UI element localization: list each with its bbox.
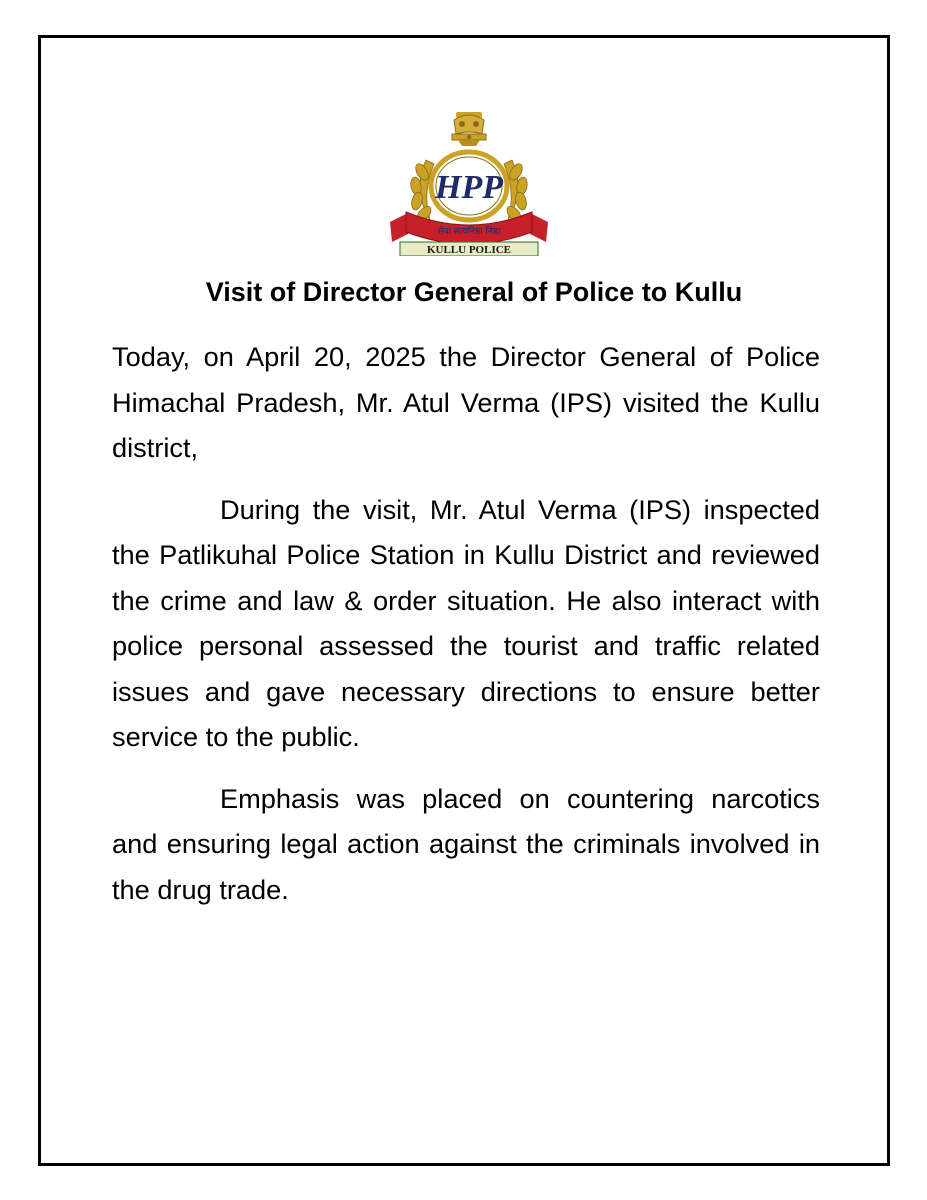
paragraph-visit-details: During the visit, Mr. Atul Verma (IPS) inspected the Patlikuhal Police Station in Kullu District and reviewed the crime and law & order situation. He also interact with police personal assessed the tourist and traffic related issues and gave necessary directions to ensure better service to the public. <box>112 493 820 752</box>
page-title: Visit of Director General of Police to Kullu <box>205 277 743 307</box>
kullu-police-logo <box>386 110 552 256</box>
logo-monogram: HPP <box>435 169 503 206</box>
document-body <box>112 334 820 928</box>
paragraph-narcotics: Emphasis was placed on countering narcotics and ensuring legal action against the criminals involved in the drug trade. <box>112 782 820 905</box>
motto-banner <box>390 212 548 244</box>
ashoka-emblem-icon <box>452 112 486 146</box>
logo-caption: KULLU POLICE <box>426 244 512 256</box>
police-emblem-icon <box>386 110 552 256</box>
paragraph-intro: Today, on April 20, 2025 the Director General of Police Himachal Pradesh, Mr. Atul Verma (IPS) visited the Kullu district, <box>112 341 820 463</box>
document-page <box>38 35 890 1166</box>
logo-banner-text: सेवा सत्यनिष्ठा निष्ठा <box>437 227 501 237</box>
